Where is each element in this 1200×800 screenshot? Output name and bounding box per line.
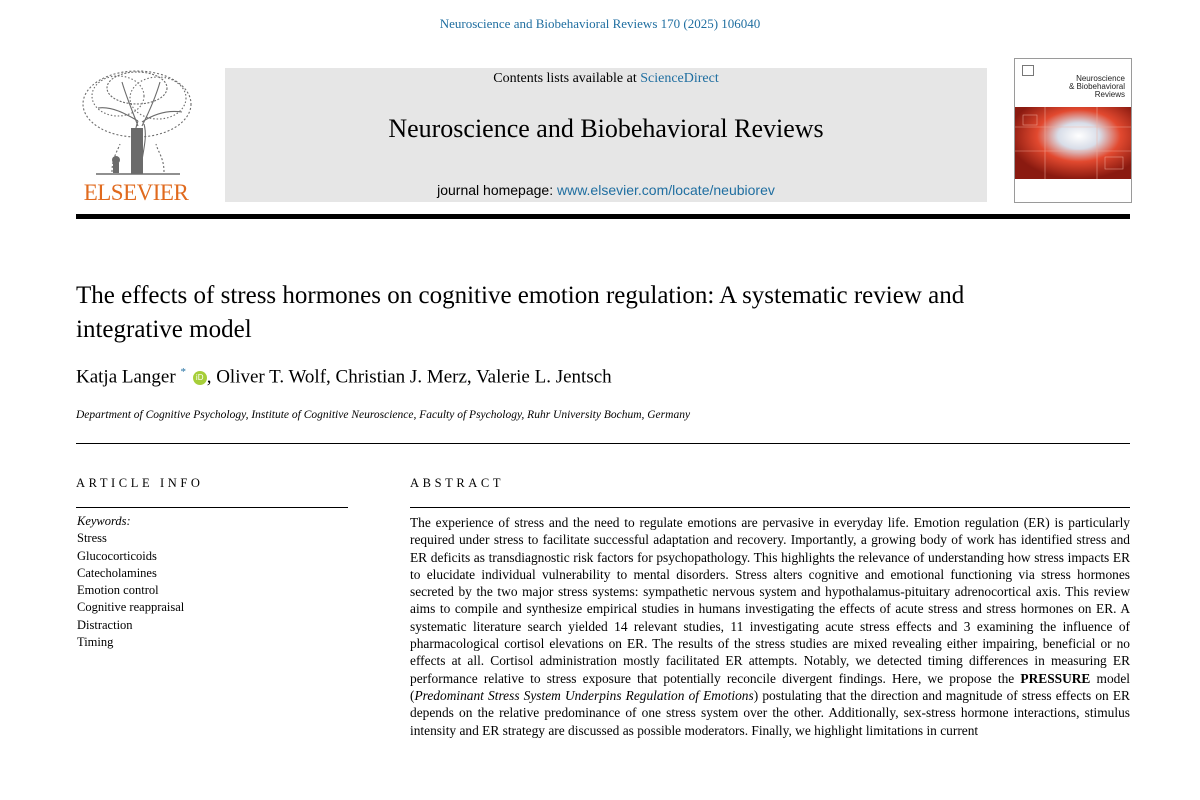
- cover-title-line: & Biobehavioral: [1068, 82, 1125, 91]
- elsevier-tree-icon: [78, 66, 196, 178]
- abstract-text-part: ) postulating that the direction and magnitude of stress effects on ER depends on the relative predominance of one stress system over the other. Additionally, sex-stress hormone interactions, stimulus intensity and ER strategy are discussed as possible moderators. Finally, we highlight limitations in current: [410, 687, 1130, 738]
- keyword-item: Timing: [77, 635, 114, 650]
- elsevier-logo: [76, 66, 202, 206]
- homepage-prefix: journal homepage:: [437, 182, 557, 198]
- abstract-text: [410, 514, 1130, 739]
- author-name[interactable]: Katja Langer: [76, 366, 176, 388]
- corresponding-author-marker[interactable]: *: [180, 366, 186, 378]
- sciencedirect-link[interactable]: ScienceDirect: [640, 71, 719, 86]
- journal-cover: [1014, 58, 1132, 203]
- author-list: [76, 366, 612, 388]
- abstract-heading: ABSTRACT: [410, 476, 505, 490]
- article-info-heading: ARTICLE INFO: [76, 476, 204, 490]
- keyword-item: Emotion control: [77, 583, 159, 598]
- keywords-block: [77, 513, 184, 651]
- article-title: The effects of stress hormones on cognitive emotion regulation: A systematic review and integrative model: [76, 282, 965, 343]
- cover-title-line: Neuroscience: [1076, 74, 1125, 83]
- cover-artwork: [1015, 107, 1131, 179]
- contents-prefix: Contents lists available at: [493, 71, 641, 86]
- cover-title-line: Reviews: [1094, 90, 1125, 99]
- acronym-expansion: Predominant Stress System Underpins Regulation of Emotions: [414, 687, 754, 703]
- journal-homepage-link[interactable]: www.elsevier.com/locate/neubiorev: [556, 182, 775, 198]
- keyword-item: Catecholamines: [77, 565, 157, 580]
- abstract-text-part: model (: [410, 670, 1130, 703]
- author-names-rest: , Oliver T. Wolf, Christian J. Merz, Valerie L. Jentsch: [206, 366, 612, 388]
- journal-masthead: [225, 68, 987, 202]
- abstract-text-part: The experience of stress and the need to regulate emotions are pervasive in everyday life. Emotion regulation (ER) is particularly required under stress to facilitate successful adaptation and recovery. Importantly, a growing body of work has identified stress and ER deficits as transdiagnostic risk factors for psychopathology. This highlights the relevance of understanding how stress impacts ER to elucidate individual vulnerability to mental disorders. Stress alters cognitive and emotional functioning via stress hormones secreted by the two major stress systems: sympathetic nervous system and hypothalamus-pituitary adrenocortical axis. This review aims to compile and synthesize empirical studies in humans investigating the effects of acute stress and stress hormones on ER. A systematic literature search yielded 14 relevant studies, 11 investigating acute stress effects and 3 examining the influence of pharmacological cortisol elevations on ER. The results of the stress studies are mixed revealing either impairing, beneficial or no effects at all. Cortisol administration mostly facilitated ER attempts. Notably, we detected timing differences in measuring ER performance relative to stress exposure that potentially reconcile divergent findings. Here, we propose the: [410, 515, 1130, 686]
- keyword-item: Distraction: [77, 617, 133, 632]
- affiliation: Department of Cognitive Psychology, Institute of Cognitive Neuroscience, Faculty of Psychology, Ruhr University Bochum, Germany: [76, 409, 691, 421]
- keywords-label: Keywords:: [77, 514, 131, 528]
- title-divider: [76, 443, 1130, 444]
- orcid-icon[interactable]: iD: [193, 371, 207, 385]
- elsevier-wordmark: ELSEVIER: [83, 180, 189, 205]
- cover-title: [1039, 75, 1125, 99]
- cover-logo-icon: [1022, 65, 1034, 76]
- journal-name: Neuroscience and Biobehavioral Reviews: [388, 114, 824, 143]
- journal-citation[interactable]: Neuroscience and Biobehavioral Reviews 170 (2025) 106040: [439, 16, 761, 31]
- contents-line: [225, 71, 987, 87]
- model-name: PRESSURE: [1020, 670, 1091, 686]
- homepage-line: [225, 182, 987, 198]
- header-divider: [76, 214, 1130, 219]
- keyword-item: Glucocorticoids: [77, 548, 157, 563]
- keyword-item: Stress: [77, 531, 107, 546]
- abstract-divider: [410, 507, 1130, 508]
- keyword-item: Cognitive reappraisal: [77, 600, 185, 615]
- article-info-divider: [76, 507, 348, 508]
